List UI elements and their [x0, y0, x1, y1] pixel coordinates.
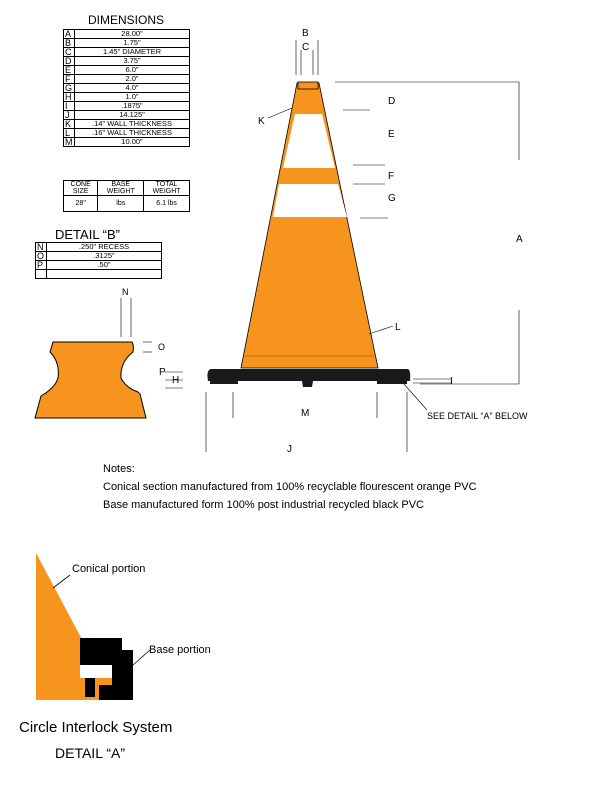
- dimension-value: 1.75": [75, 39, 190, 48]
- weight-cone-size: 28": [64, 196, 98, 212]
- dimension-value: .14" WALL THICKNESS: [75, 120, 190, 129]
- label-g: G: [388, 193, 396, 204]
- white-band-lower: [273, 184, 347, 217]
- dimension-key: C: [64, 48, 75, 57]
- label-n: N: [122, 287, 129, 297]
- weight-total: 6.1 lbs: [144, 196, 190, 212]
- dimensions-title: DIMENSIONS: [88, 13, 165, 27]
- notes: [103, 460, 477, 514]
- dimension-key: B: [64, 39, 75, 48]
- detail-b-value: .50": [47, 261, 162, 270]
- label-h: H: [172, 375, 180, 386]
- conical-portion-label: Conical portion: [72, 563, 146, 575]
- dimension-value: 1.45" DIAMETER: [75, 48, 190, 57]
- dimension-value: 6.0": [75, 66, 190, 75]
- label-p: P: [159, 367, 166, 378]
- detail-b-key: O: [36, 252, 47, 261]
- detail-a-caption-2: DETAIL “A”: [55, 745, 126, 761]
- dimension-value: 14.125": [75, 111, 190, 120]
- label-l: L: [395, 322, 401, 333]
- dimension-key: D: [64, 57, 75, 66]
- dimension-key: J: [64, 111, 75, 120]
- detail-a-conical: [36, 553, 85, 700]
- weight-header-size: CONE SIZE: [64, 181, 98, 196]
- dimension-value: .16" WALL THICKNESS: [75, 129, 190, 138]
- dimension-key: I: [64, 102, 75, 111]
- dimension-value: 28.00": [75, 30, 190, 39]
- cone-top: [298, 82, 318, 89]
- dimension-value: 1.0": [75, 93, 190, 102]
- detail-b-key: P: [36, 261, 47, 270]
- label-c: C: [302, 42, 310, 53]
- label-e: E: [388, 129, 395, 140]
- label-i: I: [450, 376, 453, 387]
- weight-header-base: BASE WEIGHT: [98, 181, 144, 196]
- detail-a-caption-1: Circle Interlock System: [19, 719, 173, 736]
- base-portion-label: Base portion: [149, 644, 211, 656]
- dimension-key: K: [64, 120, 75, 129]
- notes-heading: Notes:: [103, 463, 135, 475]
- dimension-key: G: [64, 84, 75, 93]
- label-k: K: [258, 116, 265, 127]
- label-b: B: [302, 28, 309, 39]
- dimension-key: H: [64, 93, 75, 102]
- see-detail-label: SEE DETAIL “A” BELOW: [427, 411, 528, 421]
- dimension-value: 2.0": [75, 75, 190, 84]
- label-j: J: [287, 444, 292, 455]
- detail-b-title: DETAIL “B”: [55, 227, 121, 242]
- detail-b-value: .3125": [47, 252, 162, 261]
- dimension-value: 3.75": [75, 57, 190, 66]
- label-d: D: [388, 96, 396, 107]
- weight-base: lbs: [98, 196, 144, 212]
- detail-b-key: N: [36, 243, 47, 252]
- notes-line-2: Base manufactured form 100% post industrial recycled black PVC: [103, 499, 424, 511]
- dimension-key: M: [65, 137, 73, 147]
- label-m: M: [301, 408, 310, 419]
- notes-line-1: Conical section manufactured from 100% recyclable flourescent orange PVC: [103, 481, 477, 493]
- dimension-key: L: [64, 129, 75, 138]
- dimension-value: 10.00": [75, 138, 190, 147]
- dimension-value: .1875": [75, 102, 190, 111]
- label-f: F: [388, 171, 395, 182]
- weight-header-total: TOTAL WEIGHT: [144, 181, 190, 196]
- dimension-key: E: [64, 66, 75, 75]
- detail-b-value: .250" RECESS: [47, 243, 162, 252]
- label-o: O: [158, 342, 166, 352]
- dimension-key: A: [64, 30, 75, 39]
- dimension-key: F: [64, 75, 75, 84]
- dimension-value: 4.0": [75, 84, 190, 93]
- detail-b-profile: [35, 342, 146, 418]
- label-a: A: [516, 234, 523, 245]
